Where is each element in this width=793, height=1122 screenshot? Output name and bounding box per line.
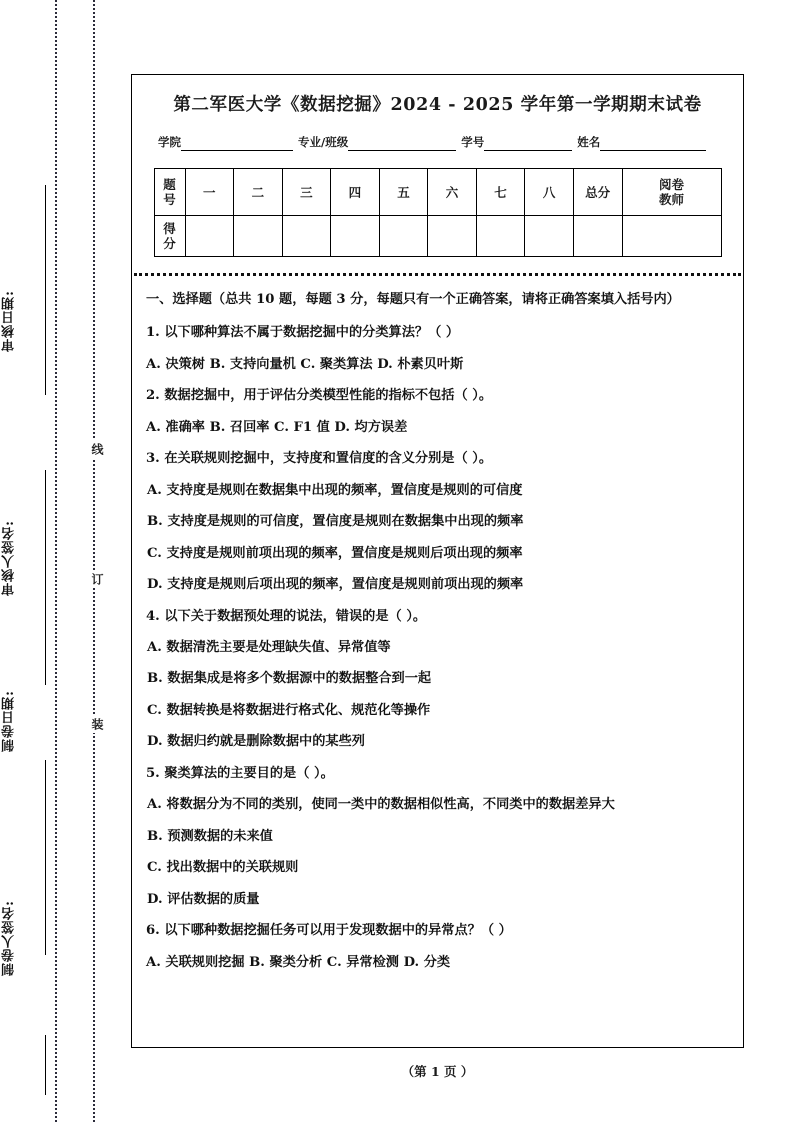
question-options-inline[interactable]: A. 准确率 B. 召回率 C. F1 值 D. 均方误差 xyxy=(146,419,408,435)
option-c[interactable]: C. 找出数据中的关联规则 xyxy=(147,860,299,876)
option-b[interactable]: B. 预测数据的未来值 xyxy=(147,828,273,844)
option-a[interactable]: A. 支持度是规则在数据集中出现的频率，置信度是规则的可信度 xyxy=(147,482,523,498)
column-header-8: 八 xyxy=(525,169,574,216)
grader-label-char: 教师 xyxy=(658,192,684,207)
seal-line-marker: 线 xyxy=(82,440,106,458)
score-cell-5[interactable] xyxy=(379,216,428,257)
question-block-2 xyxy=(146,386,731,438)
score-cell-7[interactable] xyxy=(476,216,525,257)
score-cell-4[interactable] xyxy=(331,216,380,257)
column-header-7: 七 xyxy=(476,169,525,216)
question-stem: 5. 聚类算法的主要目的是（ ）。 xyxy=(146,765,334,781)
row-header-char: 得 xyxy=(163,220,176,236)
column-header-1: 一 xyxy=(185,169,234,216)
row-header-char: 题 xyxy=(163,176,176,192)
column-header-5: 五 xyxy=(379,169,428,216)
row-header-score xyxy=(154,216,185,257)
table-row-scores xyxy=(154,216,721,257)
question-block-3 xyxy=(146,449,731,595)
score-cell-6[interactable] xyxy=(428,216,477,257)
option-b[interactable]: B. 支持度是规则的可信度，置信度是规则在数据集中出现的频率 xyxy=(147,514,524,530)
question-stem: 2. 数据挖掘中，用于评估分类模型性能的指标不包括（ ）。 xyxy=(146,388,493,404)
make-signature-label: 制卷人签名: xyxy=(2,900,17,976)
student-info-row xyxy=(158,134,725,151)
question-stem: 6. 以下哪种数据挖掘任务可以用于发现数据中的异常点？（ ） xyxy=(146,923,512,939)
review-date-label: 审核日期: xyxy=(2,290,17,352)
score-cell-grader[interactable] xyxy=(622,216,721,257)
score-table xyxy=(154,168,722,257)
binding-margin xyxy=(0,0,131,1122)
option-a[interactable]: A. 数据清洗主要是处理缺失值、异常值等 xyxy=(147,639,391,655)
student-name-label: 姓名 xyxy=(577,135,601,149)
grader-label-char: 阅卷 xyxy=(658,176,684,192)
college-field[interactable] xyxy=(158,134,293,151)
college-label: 学院 xyxy=(158,135,181,149)
option-c[interactable]: C. 支持度是规则前项出现的频率，置信度是规则后项出现的频率 xyxy=(147,545,523,561)
column-header-4: 四 xyxy=(331,169,380,216)
option-d[interactable]: D. 支持度是规则后项出现的频率，置信度是规则前项出现的频率 xyxy=(147,577,524,593)
exam-paper-frame xyxy=(131,74,744,1048)
column-header-6: 六 xyxy=(428,169,477,216)
column-header-2: 二 xyxy=(234,169,283,216)
row-header-char: 分 xyxy=(163,236,176,251)
page-footer: （第 1 页 ） xyxy=(401,1064,474,1079)
binding-rule-segment-4 xyxy=(45,1035,46,1095)
major-class-field[interactable] xyxy=(298,134,456,151)
column-header-grader xyxy=(622,169,721,216)
score-cell-2[interactable] xyxy=(234,216,283,257)
column-header-total: 总分 xyxy=(573,169,622,216)
column-header-3: 三 xyxy=(282,169,331,216)
binding-dotted-line-inner xyxy=(55,0,57,1122)
section-heading: 一、选择题（总共 10 题，每题 3 分，每题只有一个正确答案，请将正确答案填入括号内） xyxy=(146,292,680,307)
option-d[interactable]: D. 数据归约就是删除数据中的某些列 xyxy=(147,734,365,750)
option-a[interactable]: A. 将数据分为不同的类别，使同一类中的数据相似性高，不同类中的数据差异大 xyxy=(147,797,615,813)
student-name-field[interactable] xyxy=(577,134,706,151)
student-name-input[interactable] xyxy=(600,137,706,151)
question-options-inline[interactable]: A. 关联规则挖掘 B. 聚类分析 C. 异常检测 D. 分类 xyxy=(146,954,451,970)
question-block-1 xyxy=(146,323,731,375)
seal-bind-marker: 订 xyxy=(82,570,106,588)
student-id-input[interactable] xyxy=(484,137,572,151)
section-divider xyxy=(134,273,741,276)
make-date-label: 制卷日期: xyxy=(2,690,17,752)
college-input[interactable] xyxy=(181,137,293,151)
review-signature-label: 审核人签名: xyxy=(2,520,17,596)
question-options-inline[interactable]: A. 决策树 B. 支持向量机 C. 聚类算法 D. 朴素贝叶斯 xyxy=(146,356,464,372)
score-cell-8[interactable] xyxy=(525,216,574,257)
question-stem: 4. 以下关于数据预处理的说法，错误的是（ ）。 xyxy=(146,608,427,624)
major-class-input[interactable] xyxy=(348,137,456,151)
score-cell-3[interactable] xyxy=(282,216,331,257)
major-class-label: 专业/班级 xyxy=(298,135,349,149)
student-id-field[interactable] xyxy=(461,134,572,151)
binding-dotted-line-outer xyxy=(93,0,95,1122)
question-stem: 1. 以下哪种算法不属于数据挖掘中的分类算法？（ ） xyxy=(146,325,460,341)
page-title: 第二军医大学《数据挖掘》2024 - 2025 学年第一学期期末试卷 xyxy=(173,95,702,115)
row-header-char: 号 xyxy=(163,192,176,207)
student-id-label: 学号 xyxy=(461,135,485,149)
question-block-4 xyxy=(146,607,731,753)
option-c[interactable]: C. 数据转换是将数据进行格式化、规范化等操作 xyxy=(147,702,431,718)
question-block-6 xyxy=(146,921,731,973)
option-d[interactable]: D. 评估数据的质量 xyxy=(147,891,260,907)
question-stem: 3. 在关联规则挖掘中，支持度和置信度的含义分别是（ ）。 xyxy=(146,451,493,467)
question-body xyxy=(146,290,731,973)
score-cell-total[interactable] xyxy=(573,216,622,257)
table-row-question-numbers xyxy=(154,169,721,216)
question-block-5 xyxy=(146,764,731,910)
row-header-question-number xyxy=(154,169,185,216)
seal-assemble-marker: 装 xyxy=(82,715,106,733)
score-cell-1[interactable] xyxy=(185,216,234,257)
option-b[interactable]: B. 数据集成是将多个数据源中的数据整合到一起 xyxy=(147,671,432,687)
